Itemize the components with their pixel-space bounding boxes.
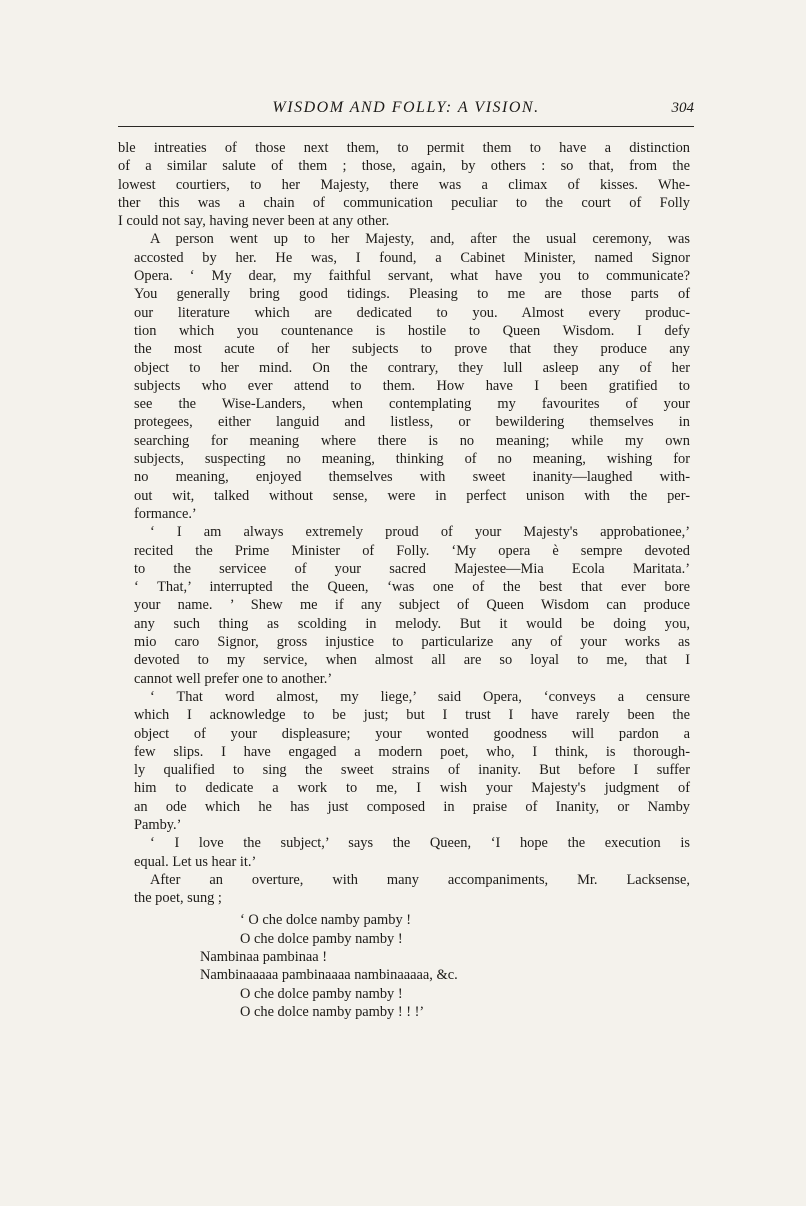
text-line: see the Wise-Landers, when contemplating my favourites of your	[134, 396, 690, 413]
text-line: of a similar salute of them ; those, again, by others : so that, from the	[118, 158, 690, 175]
text-line: subjects, suspecting no meaning, thinking of no meaning, wishing for	[134, 451, 690, 468]
text-line: ‘ That word almost, my liege,’ said Opera, ‘conveys a censure	[150, 688, 690, 705]
text-line: tion which you countenance is hostile to Queen Wisdom. I defy	[134, 322, 690, 339]
text-line: few slips. I have engaged a modern poet, who, I think, is thorough-	[134, 743, 690, 760]
paragraph	[118, 834, 690, 871]
body-text	[118, 139, 690, 1021]
paragraph	[118, 523, 690, 688]
text-line: equal. Let us hear it.’	[134, 853, 257, 870]
text-line: lowest courtiers, to her Majesty, there was a climax of kisses. Whe-	[118, 176, 690, 193]
text-line: to the servicee of your sacred Majestee—Mia Ecola Maritata.’	[134, 560, 690, 577]
text-line: any such thing as scolding in melody. But it would be doing you,	[134, 615, 690, 632]
verse-line: Nambinaaaaa pambinaaaa nambinaaaaa, &c.	[200, 967, 458, 984]
text-line: ble intreaties of those next them, to permit them to have a distinction	[118, 140, 690, 156]
text-line: subjects who ever attend to them. How have I been gratified to	[134, 377, 690, 394]
text-line: ‘ I love the subject,’ says the Queen, ‘I hope the execution is	[150, 835, 690, 852]
text-line: A person went up to her Majesty, and, after the usual ceremony, was	[150, 231, 690, 248]
text-line: ‘ That,’ interrupted the Queen, ‘was one of the best that ever bore	[134, 579, 690, 596]
text-line: Pamby.’	[134, 816, 182, 833]
verse-line: O che dolce pamby namby !	[240, 930, 403, 947]
text-line: the poet, sung ;	[134, 890, 222, 907]
text-line: an ode which he has just composed in praise of Inanity, or Namby	[134, 798, 690, 815]
paragraph	[118, 139, 690, 230]
text-line: object of your displeasure; your wonted goodness will pardon a	[134, 725, 690, 742]
text-line: which I acknowledge to be just; but I trust I have rarely been the	[134, 707, 690, 724]
text-line: formance.’	[134, 505, 197, 522]
verse	[118, 911, 690, 1021]
text-line: searching for meaning where there is no meaning; while my own	[134, 432, 690, 449]
text-line: out wit, talked without sense, were in perfect unison with the per-	[134, 487, 690, 504]
paragraph	[118, 871, 690, 908]
running-title: WISDOM AND FOLLY: A VISION.	[272, 99, 540, 116]
text-line: ly qualified to sing the sweet strains of inanity. But before I suffer	[134, 762, 690, 779]
verse-line: ‘ O che dolce namby pamby !	[240, 912, 412, 929]
text-line: your name. ’ Shew me if any subject of Queen Wisdom can produce	[134, 597, 690, 614]
text-line: I could not say, having never been at any other.	[118, 213, 390, 230]
text-line: the most acute of her subjects to prove that they produce any	[134, 341, 690, 358]
text-line: Opera. ‘ My dear, my faithful servant, what have you to communicate?	[134, 268, 690, 285]
text-line: devoted to my service, when almost all are so loyal to me, that I	[134, 652, 690, 669]
text-line: accosted by her. He was, I found, a Cabinet Minister, named Signor	[134, 249, 690, 266]
text-line: protegees, either languid and listless, or bewildering themselves in	[134, 414, 690, 431]
paragraph	[118, 688, 690, 834]
text-line: our literature which are dedicated to you. Almost every produc-	[134, 304, 690, 321]
text-line: You generally bring good tidings. Pleasing to me are those parts of	[134, 286, 690, 303]
running-header	[118, 97, 694, 123]
verse-line: O che dolce pamby namby !	[240, 985, 403, 1002]
text-line: object to her mind. On the contrary, they lull asleep any of her	[134, 359, 690, 376]
verse-line: Nambinaa pambinaa !	[200, 949, 328, 966]
text-line: ‘ I am always extremely proud of your Majesty's approbationee,’	[150, 524, 690, 541]
text-line: mio caro Signor, gross injustice to particularize any of your works as	[134, 634, 690, 651]
text-line: him to dedicate a work to me, I wish your Majesty's judgment of	[134, 780, 690, 797]
page-number: 304	[671, 100, 694, 116]
verse-line: O che dolce namby pamby ! ! !’	[240, 1003, 425, 1020]
text-line: After an overture, with many accompaniments, Mr. Lacksense,	[150, 871, 690, 888]
text-line: no meaning, enjoyed themselves with sweet inanity—laughed with-	[134, 469, 690, 486]
text-line: cannot well prefer one to another.’	[134, 670, 333, 687]
header-rule	[118, 126, 694, 127]
text-line: ther this was a chain of communication peculiar to the court of Folly	[118, 194, 690, 211]
paragraph	[118, 230, 690, 523]
text-line: recited the Prime Minister of Folly. ‘My opera è sempre devoted	[134, 542, 690, 559]
